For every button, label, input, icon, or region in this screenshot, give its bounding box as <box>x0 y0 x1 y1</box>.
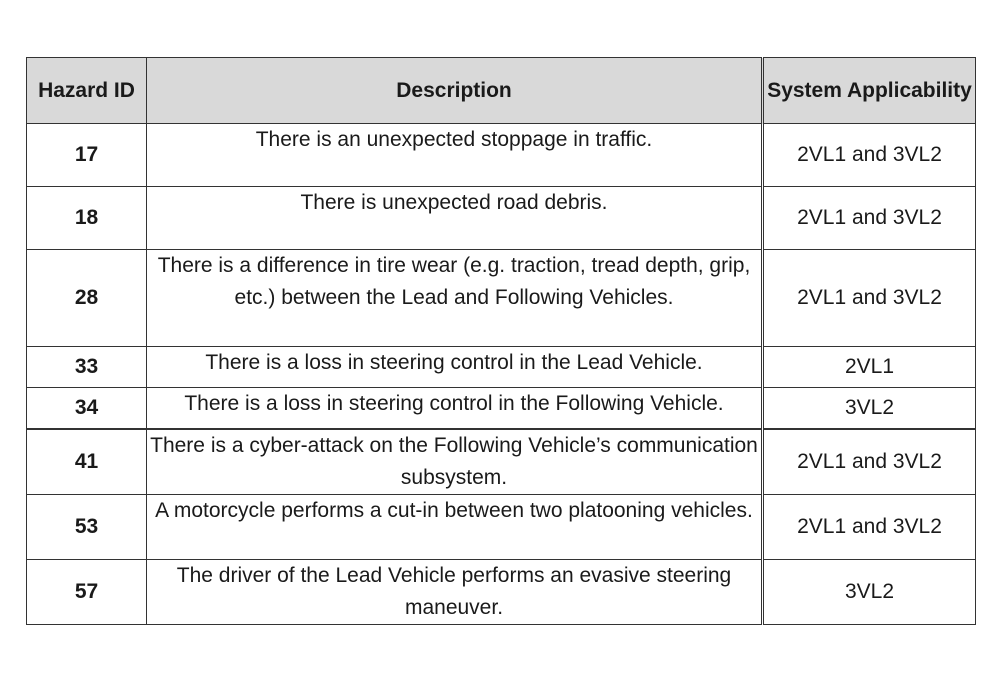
description-cell: There is a cyber-attack on the Following Vehicle’s communication subsystem. <box>147 429 763 495</box>
description-cell: There is an unexpected stoppage in traffic. <box>147 124 763 187</box>
table-row <box>27 347 976 388</box>
hazard-id-cell: 57 <box>27 560 147 625</box>
description-cell: There is unexpected road debris. <box>147 187 763 250</box>
description-cell: There is a loss in steering control in the Following Vehicle. <box>147 388 763 430</box>
applicability-cell: 3VL2 <box>763 560 976 625</box>
table-row <box>27 495 976 560</box>
header-system-applicability: System Applicability <box>763 58 976 124</box>
applicability-cell: 2VL1 and 3VL2 <box>763 495 976 560</box>
table-row <box>27 560 976 625</box>
hazard-id-cell: 41 <box>27 429 147 495</box>
table-row <box>27 124 976 187</box>
table-row <box>27 429 976 495</box>
header-hazard-id: Hazard ID <box>27 58 147 124</box>
hazard-id-cell: 33 <box>27 347 147 388</box>
applicability-cell: 2VL1 <box>763 347 976 388</box>
hazard-id-cell: 18 <box>27 187 147 250</box>
hazard-id-cell: 53 <box>27 495 147 560</box>
table-row <box>27 187 976 250</box>
hazard-table <box>26 57 976 625</box>
header-description: Description <box>147 58 763 124</box>
hazard-id-cell: 34 <box>27 388 147 430</box>
applicability-cell: 3VL2 <box>763 388 976 430</box>
table-row <box>27 388 976 430</box>
description-cell: The driver of the Lead Vehicle performs an evasive steering maneuver. <box>147 560 763 625</box>
applicability-cell: 2VL1 and 3VL2 <box>763 187 976 250</box>
table-row <box>27 250 976 347</box>
header-row <box>27 58 976 124</box>
applicability-cell: 2VL1 and 3VL2 <box>763 124 976 187</box>
applicability-cell: 2VL1 and 3VL2 <box>763 250 976 347</box>
hazard-id-cell: 17 <box>27 124 147 187</box>
description-cell: There is a difference in tire wear (e.g. traction, tread depth, grip, etc.) between the Lead and Following Vehicles. <box>147 250 763 347</box>
description-cell: A motorcycle performs a cut-in between two platooning vehicles. <box>147 495 763 560</box>
applicability-cell: 2VL1 and 3VL2 <box>763 429 976 495</box>
hazard-id-cell: 28 <box>27 250 147 347</box>
description-cell: There is a loss in steering control in the Lead Vehicle. <box>147 347 763 388</box>
